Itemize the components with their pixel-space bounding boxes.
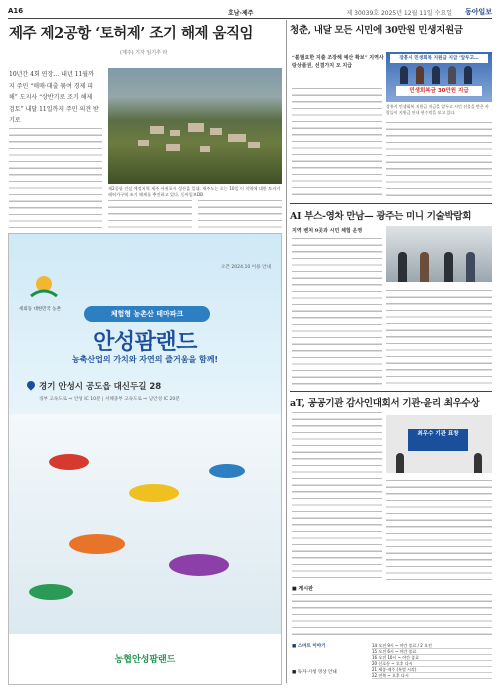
table-row: 16 오전 10시 ~ 야간 종료 [372,655,492,661]
notice-board-title: ■ 게시판 [292,586,313,592]
news-photo [386,226,492,282]
ad-title: 안성팜랜드 [93,330,197,355]
article-body [108,200,192,228]
paper-logo: 동아일보 [464,8,492,16]
table-row: 20 신호등 ~ 오후 다시 [372,661,492,667]
section-divider [290,391,492,392]
article-body [292,238,382,388]
subheadline: 지역 벤처 9곳과 시민 체험 운영 [292,228,363,234]
schedule-table [372,643,492,683]
snow-sledding-photo [9,414,281,634]
notice-body [292,594,492,638]
photo-caption: 장흥시 민생회복 지원금 지급을 앞두고 시민 선물을 받은 사람들이 지원금 안내 현수막을 보고 있다. [386,104,489,115]
table-row: 14 오전 9시 ~ 야간 종료 / 2 오전 [372,643,492,649]
page-header [8,6,492,19]
farmland-advertisement[interactable] [8,233,282,685]
article-body [386,290,492,388]
corner-title: ■ 스마트 이야기 [292,644,326,649]
photo-banner-red: 민생회복금 30만원 지급 [396,86,482,96]
article-body [292,412,382,580]
table-row: 15 오전 6시 ~ 야간 종료 [372,649,492,655]
headline-cheongju: 청춘, 내달 모든 시민에 30만원 민생지원금 [290,25,463,36]
section-name: 호남·제주 [228,10,254,17]
section-divider [290,203,492,204]
headline-jeju-airport: 제주 제2공항 ‘토허제’ 조기 해제 움직임 [9,25,254,42]
ad-tagline: 농축산업의 가치와 자연의 즐거움을 함께! [71,355,219,364]
article-body [386,480,492,580]
page-number: A16 [8,7,24,15]
ad-brand: 농협안성팜랜드 [114,655,176,665]
photo-banner: 장흥시 민생회복 지원금 지급 ‘앞두고… [390,54,488,63]
table-row: 22 전북 ~ 오후 다시 [372,673,492,679]
article-body [9,128,102,228]
ad-notice: 오픈 2024.10 이용 안내 [221,265,272,270]
ad-address: 경기 안성시 공도읍 대신두길 28 [39,382,162,392]
smart-corner [292,643,367,675]
table-row: 21 세종-제주 (특별 시각) [372,667,492,673]
article-body [292,88,382,198]
headline-ai-booth: AI 부스-영차 만남— 광주는 미니 기술박람회 [290,211,472,222]
subheadline: “불필요한 지출 조장해 예산 확보” 지역사랑상품권, 선결가지 모 지급 [292,55,384,69]
article-body [198,200,282,228]
lead-summary: 10년간 4회 연장… 내년 11월까지 주민 “매매·대출 묶여 경제 피해” 도지사 “상반기로 조기 해제 검토” 내달 11일까지 주민 의견 받기로 [9,71,99,124]
issue-info: 제 30039호 2025년 12월 11일 수요일 [346,10,452,17]
article-body [386,122,492,198]
news-photo [386,52,492,102]
headline-at-award: aT, 공공기관 감사인대회서 기관·윤리 최우수상 [290,398,480,409]
ad-directions: 경부 고속도로 ⇨ 안성 IC 10분 | 서해중부 고속도로 ⇨ 남안성 IC 20분 [39,397,180,402]
ad-pill: 체험형 농촌산 테마파크 [84,306,210,322]
aerial-photo [108,68,282,184]
column-divider [286,20,287,683]
photo-caption: 제2공항 건설 예정지역 제주 서귀포시 성산읍 일대. 제주도는 오는 10일 이 지역에 대한 토지거래허가구역 조기 해제를 추진하고 있다. 동아일보DB [108,186,281,197]
ad-logo-text: 세외동 대한민국 농촌 [19,307,61,312]
award-photo [386,415,492,473]
ad-logo-icon [27,274,61,304]
corner-subtitle: ■ 독자·시청 영상 안내 [292,670,337,675]
byline: (제주) 기자 임기추 라 [120,50,168,56]
award-sign: 최우수 기관 표창 [408,429,468,451]
